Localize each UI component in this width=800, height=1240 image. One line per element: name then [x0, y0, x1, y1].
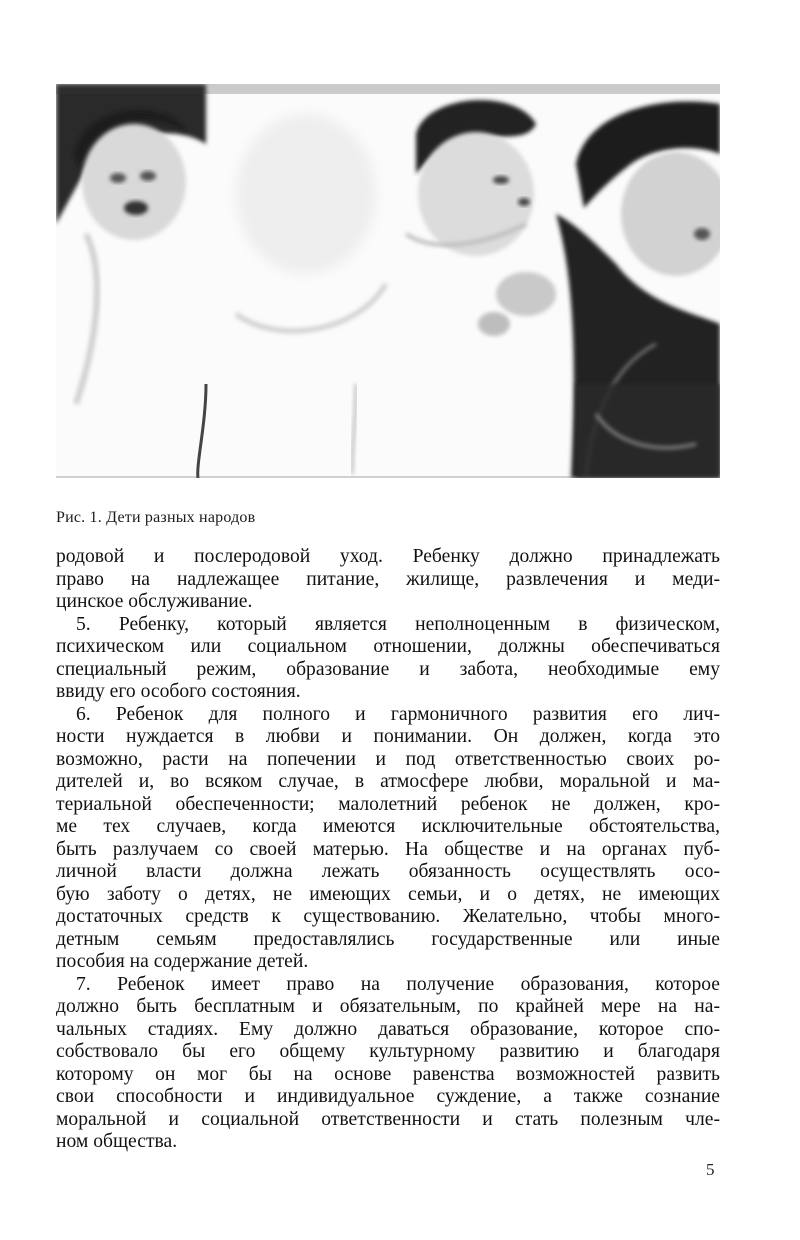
text-line: моральной и социальной ответственности и стать полезным чле-	[56, 1108, 720, 1130]
text-line: цинское обслуживание.	[56, 591, 253, 612]
text-line: 5. Ребенку, который является неполноценным в физическом,	[76, 613, 720, 635]
text-line: которому он мог бы на основе равенства возможностей развить	[56, 1063, 720, 1085]
page-number: 5	[706, 1160, 715, 1179]
text-line: детным семьям предоставлялись государственные или иные	[56, 928, 720, 950]
text-line: достаточных средств к существованию. Желательно, чтобы много-	[56, 906, 720, 927]
text-line: 6. Ребенок для полного и гармоничного развития его лич-	[76, 703, 720, 725]
figure-photo	[56, 84, 720, 478]
text-line: возможно, расти на попечении и под ответственностью своих ро-	[56, 748, 720, 770]
text-line: ме тех случаев, когда имеются исключительные обстоятельства,	[56, 816, 720, 837]
text-line: териальной обеспеченности; малолетний ребенок не должен, кро-	[56, 793, 720, 815]
text-line: пособия на содержание детей.	[56, 951, 309, 972]
text-line: специальный режим, образование и забота, необходимые ему	[56, 658, 720, 680]
text-line: свои способности и индивидуальное суждение, а также сознание	[56, 1086, 720, 1107]
text-line: психическом или социальном отношении, должны обеспечиваться	[56, 636, 720, 657]
text-line: ном общества.	[56, 1131, 178, 1152]
text-line: должно быть бесплатным и обязательным, по крайней мере на на-	[56, 996, 720, 1017]
text-line: 7. Ребенок имеет право на получение образования, которое	[76, 973, 720, 995]
text-line: ности нуждается в любви и понимании. Он должен, когда это	[56, 726, 720, 747]
text-line: ввиду его особого состояния.	[56, 681, 301, 702]
text-line: собствовало бы его общему культурному развитию и благодаря	[56, 1041, 720, 1062]
text-line: бую заботу о детях, не имеющих семьи, и о детях, не имеющих	[56, 883, 720, 905]
text-line: чальных стадиях. Ему должно даваться образование, которое спо-	[56, 1018, 720, 1040]
body-text	[56, 546, 720, 1154]
text-line: право на надлежащее питание, жилище, развлечения и меди-	[56, 568, 720, 590]
text-line: личной власти должна лежать обязанность осуществлять осо-	[56, 861, 720, 882]
text-line: дителей и, во всяком случае, в атмосфере любви, моральной и ма-	[56, 771, 720, 792]
figure-caption: Рис. 1. Дети разных народов	[56, 509, 256, 526]
text-line: быть разлучаем со своей матерью. На обществе и на органах пуб-	[56, 838, 720, 860]
text-line: родовой и послеродовой уход. Ребенку должно принадлежать	[56, 546, 720, 567]
